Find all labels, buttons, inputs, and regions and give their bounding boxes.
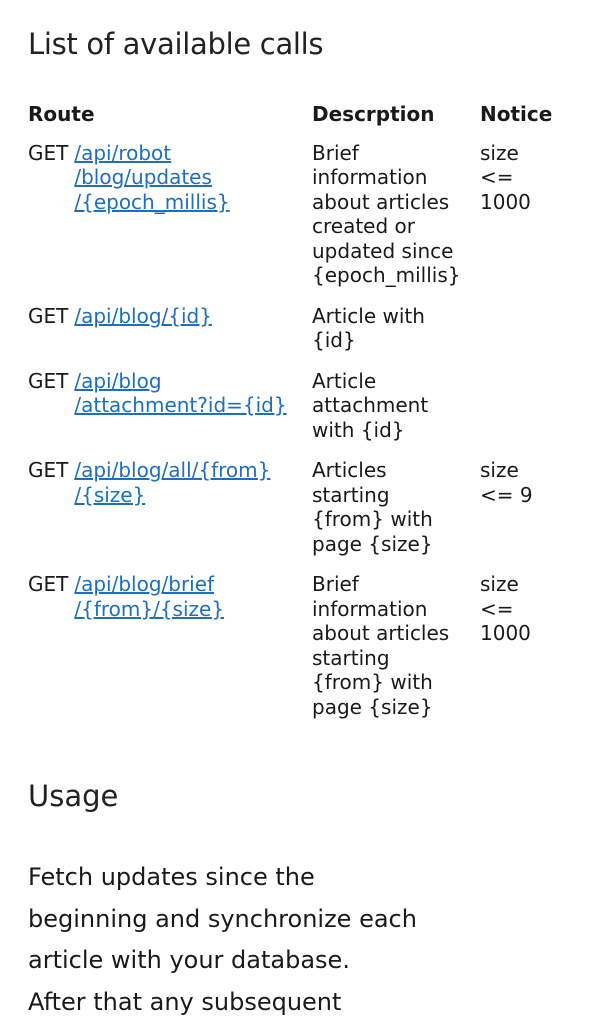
route-path-line: /{from}/{size}	[74, 596, 225, 621]
description-line: {id}	[312, 328, 356, 352]
route-cell	[28, 458, 312, 572]
column-header-route: Route	[28, 102, 95, 126]
http-method: GET	[28, 140, 69, 165]
notice-cell	[480, 141, 570, 304]
route-path-line: /api/blog	[74, 368, 162, 393]
section-title-available-calls: List of available calls	[28, 27, 324, 61]
section-title-usage: Usage	[28, 779, 119, 813]
http-method: GET	[28, 458, 69, 482]
route-cell	[28, 304, 312, 369]
notice-cell	[480, 369, 570, 459]
description-line: Articles	[312, 458, 387, 482]
description-line: attachment	[312, 393, 429, 417]
description-line: {epoch_millis}	[312, 263, 461, 287]
route-path-line: /attachment?id={id}	[74, 393, 287, 417]
description-line: created or	[312, 214, 415, 238]
api-route-link[interactable]	[74, 572, 224, 621]
route-path-line: /api/robot	[74, 140, 172, 165]
notice-line: <=	[480, 165, 514, 189]
description-cell	[312, 304, 480, 369]
description-line: information	[312, 165, 428, 189]
description-line: Article with	[312, 303, 425, 328]
http-method: GET	[28, 368, 69, 393]
description-line: about articles	[312, 189, 450, 214]
description-line: with {id}	[312, 417, 405, 442]
description-line: page {size}	[312, 694, 433, 719]
usage-line: After that any subsequent	[28, 987, 342, 1016]
api-route-link[interactable]	[74, 369, 286, 418]
notice-cell	[480, 458, 570, 572]
usage-line: article with your database.	[28, 946, 350, 974]
table-body	[28, 141, 570, 736]
route-cell	[28, 369, 312, 459]
notice-line: size	[480, 140, 519, 165]
table-row	[28, 458, 570, 572]
route-path-line: /blog/updates	[74, 165, 212, 189]
route-path-line: /{epoch_millis}	[74, 189, 230, 214]
description-line: page {size}	[312, 531, 433, 556]
api-calls-table	[28, 98, 570, 735]
description-line: about articles	[312, 621, 450, 645]
description-line: {from} with	[312, 507, 433, 531]
api-route-link[interactable]	[74, 141, 229, 215]
notice-line: <=	[480, 596, 514, 621]
route-cell	[28, 572, 312, 735]
usage-line: beginning and synchronize each	[28, 904, 417, 933]
description-line: {from} with	[312, 670, 433, 694]
table-row	[28, 141, 570, 304]
route-path-line: /api/blog/all/{from}	[74, 458, 271, 482]
notice-line: 1000	[480, 189, 531, 214]
route-path-line: /{size}	[74, 482, 146, 507]
description-cell	[312, 572, 480, 735]
description-line: starting	[312, 645, 390, 670]
description-cell	[312, 369, 480, 459]
description-cell	[312, 141, 480, 304]
description-line: updated since	[312, 238, 454, 263]
api-route-link[interactable]	[74, 458, 270, 507]
table-row	[28, 572, 570, 735]
usage-line: Fetch updates since the	[28, 863, 315, 891]
notice-cell	[480, 304, 570, 369]
description-line: Article	[312, 368, 377, 393]
notice-line: <= 9	[480, 482, 533, 507]
usage-paragraph	[28, 857, 588, 1023]
route-path-line: /api/blog/brief	[74, 572, 215, 596]
http-method: GET	[28, 572, 69, 596]
column-header-notice: Notice	[480, 102, 553, 126]
notice-line: size	[480, 572, 519, 596]
notice-line: 1000	[480, 621, 531, 645]
notice-line: size	[480, 458, 519, 482]
notice-cell	[480, 572, 570, 735]
description-line: Brief	[312, 140, 359, 165]
route-cell	[28, 141, 312, 304]
description-line: information	[312, 596, 428, 621]
route-path-line: /api/blog/{id}	[74, 303, 212, 328]
description-cell	[312, 458, 480, 572]
table-row	[28, 304, 570, 369]
description-line: starting	[312, 482, 390, 507]
api-route-link[interactable]	[74, 304, 212, 329]
table-header-row	[28, 98, 570, 141]
description-line: Brief	[312, 572, 359, 596]
table-row	[28, 369, 570, 459]
http-method: GET	[28, 303, 69, 328]
column-header-description: Descrption	[312, 102, 435, 126]
